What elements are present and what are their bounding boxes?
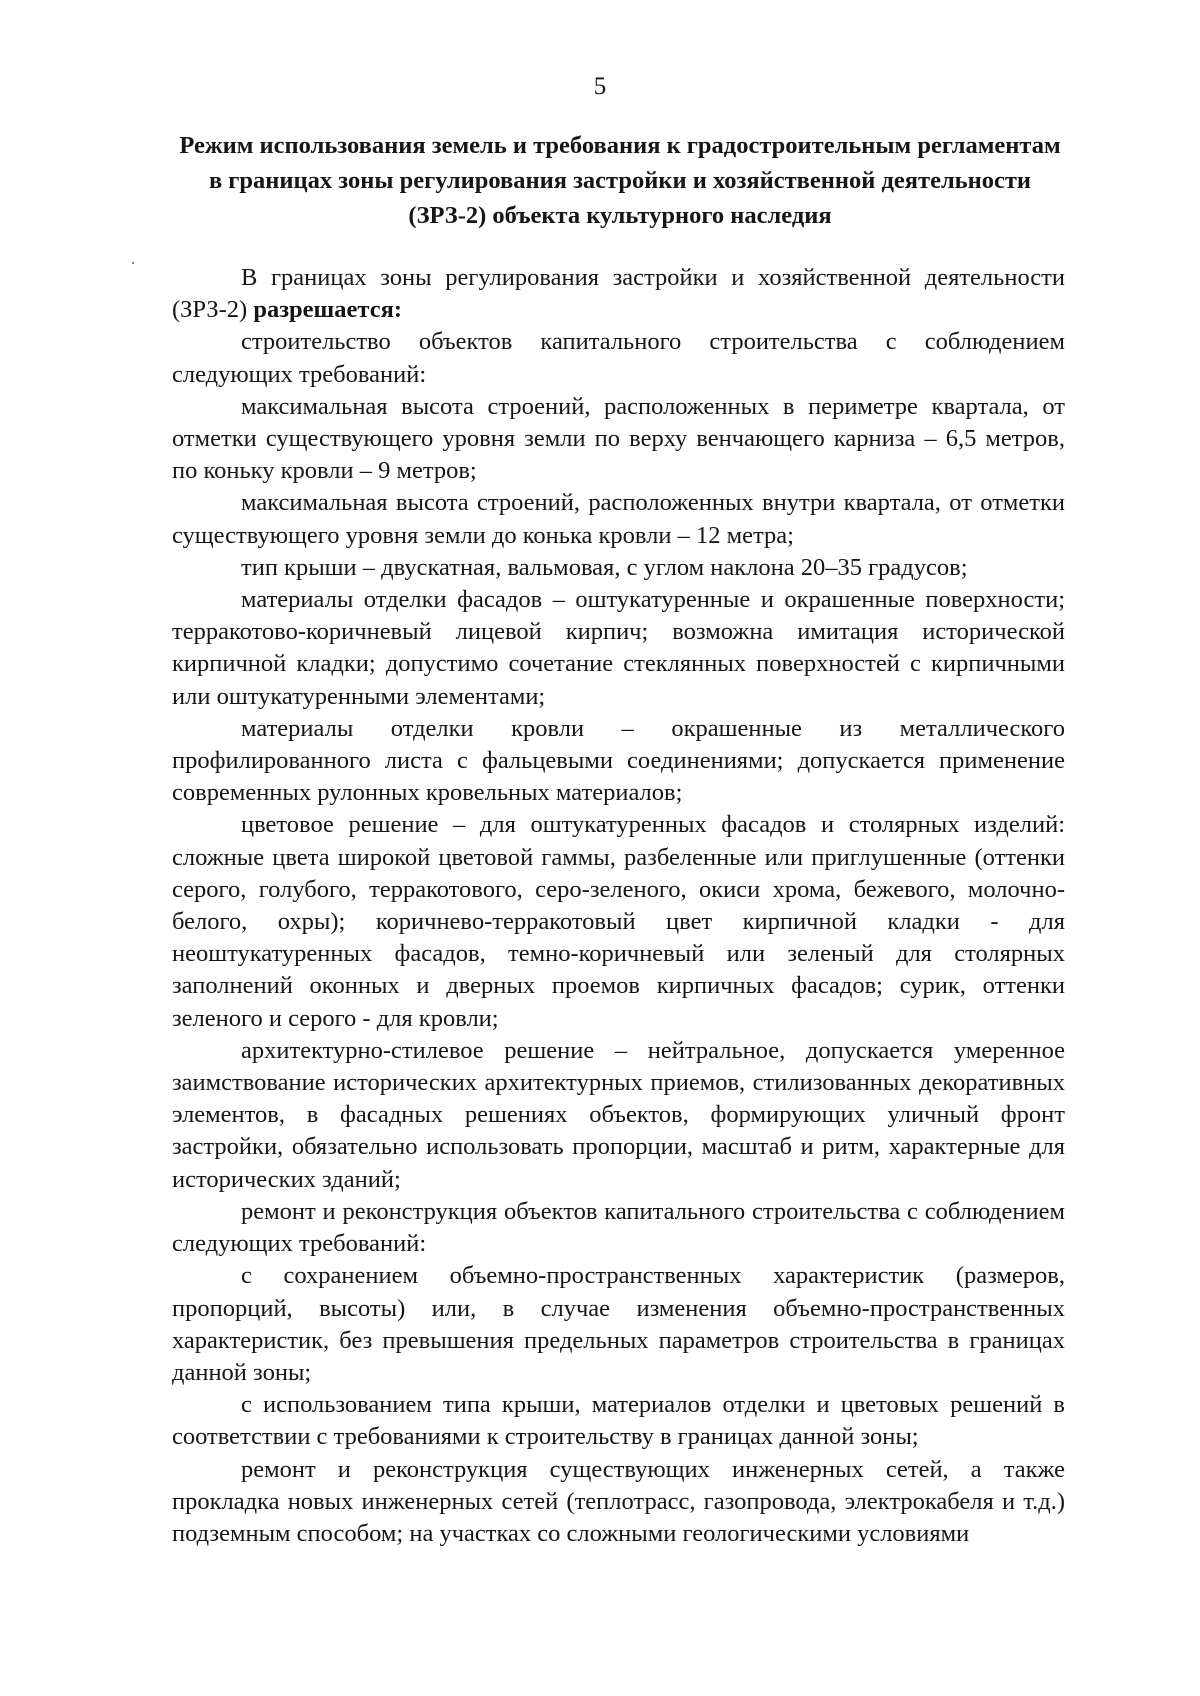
paragraph: материалы отделки кровли – окрашенные из металлического профилированного листа с фальцевыми соединениями; допускается применение современных рулонных кровельных материалов; bbox=[172, 714, 1065, 807]
paragraph: ремонт и реконструкция существующих инженерных сетей, а также прокладка новых инженерных сетей (теплотрасс, газопровода, электрокабеля и т.д.) подземным способом; на участках со сложными геологическими условиями bbox=[172, 1455, 1065, 1547]
intro-bold-text: разрешается: bbox=[253, 296, 402, 324]
paragraph: максимальная высота строений, расположенных внутри квартала, от отметки существующего уровня земли до конька кровли – 12 метра; bbox=[172, 489, 1065, 549]
section-title: Режим использования земель и требования к градостроительным регламентам в границах зоны регулирования застройки и хозяйственной деятельности (ЗРЗ-2) объекта культурного наследия bbox=[179, 132, 1061, 229]
paragraph: с использованием типа крыши, материалов отделки и цветовых решений в соответствии с требованиями к строительству в границах данной зоны; bbox=[172, 1391, 1065, 1451]
paragraph: с сохранением объемно-пространственных характеристик (размеров, пропорций, высоты) или, в случае изменения объемно-пространственных характеристик, без превышения предельных параметров строительства в границах данной зоны; bbox=[172, 1262, 1065, 1386]
paragraph: строительство объектов капитального строительства с соблюдением следующих требований: bbox=[172, 328, 1065, 388]
paragraph: тип крыши – двускатная, вальмовая, с углом наклона 20–35 градусов; bbox=[241, 553, 968, 581]
scan-speck bbox=[132, 262, 134, 264]
paragraph: максимальная высота строений, расположенных в периметре квартала, от отметки существующего уровня земли по верху венчающего карниза – 6,5 метров, по коньку кровли – 9 метров; bbox=[172, 392, 1065, 485]
page-number: 5 bbox=[593, 73, 607, 100]
paragraph: архитектурно-стилевое решение – нейтральное, допускается умеренное заимствование исторических архитектурных приемов, стилизованных декоративных элементов, в фасадных решениях объектов, формирующих уличный фронт застройки, обязательно использовать пропорции, масштаб и ритм, характерные для исторических зданий; bbox=[172, 1036, 1065, 1193]
paragraph: материалы отделки фасадов – оштукатуренные и окрашенные поверхности; терракотово-коричневый лицевой кирпич; возможна имитация исторической кирпичной кладки; допустимо сочетание стеклянных поверхностей с кирпичными или оштукатуренными элементами; bbox=[172, 586, 1065, 710]
paragraph: цветовое решение – для оштукатуренных фасадов и столярных изделий: сложные цвета широкой цветовой гаммы, разбеленные или приглушенные (оттенки серого, голубого, терракотового, серо-зеленого, окиси хрома, бежевого, молочно-белого, охры); коричнево-терракотовый цвет кирпичной кладки - для неоштукатуренных фасадов, темно-коричневый или зеленый для столярных заполнений оконных и дверных проемов кирпичных фасадов; сурик, оттенки зеленого и серого - для кровли; bbox=[172, 811, 1065, 1032]
intro-text: В границах зоны регулирования застройки и хозяйственной деятельности (ЗРЗ-2) bbox=[172, 264, 1065, 324]
document-body bbox=[172, 262, 1065, 1550]
intro-paragraph bbox=[172, 262, 1065, 326]
paragraph: ремонт и реконструкция объектов капитального строительства с соблюдением следующих требований: bbox=[172, 1197, 1065, 1258]
